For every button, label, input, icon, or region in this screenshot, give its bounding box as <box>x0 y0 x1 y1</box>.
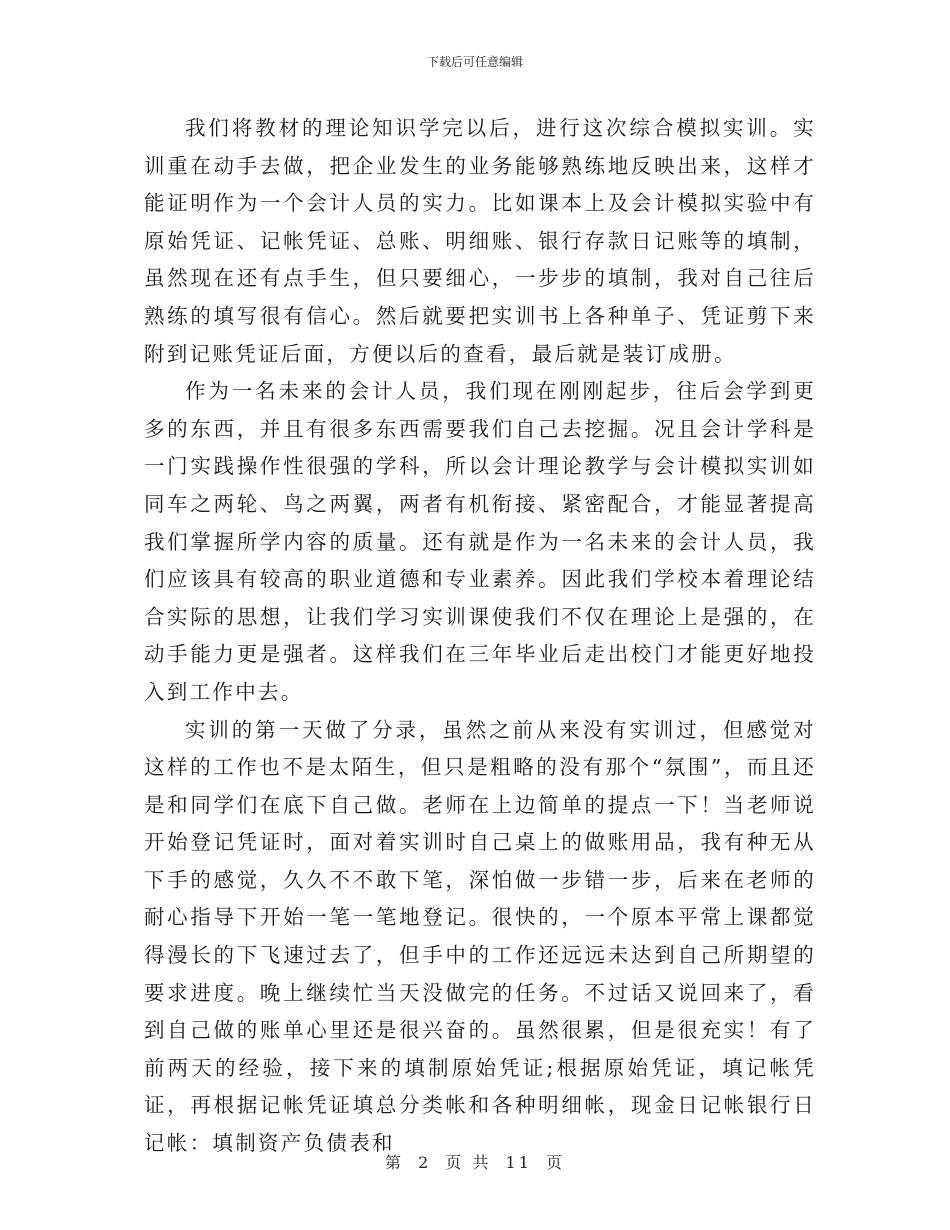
page-footer <box>0 1152 950 1174</box>
page-header: 下载后可任意编辑 <box>426 55 523 69</box>
paragraph-3: 实训的第一天做了分录，虽然之前从来没有实训过，但感觉对这样的工作也不是太陌生，但只是粗略的没有那个“氛围”，而且还是和同学们在底下自己做。老师在上边简单的提点一下！当老师说开始登记凭证时，面对着实训时自己桌上的做账用品，我有种无从下手的感觉，久久不不敢下笔，深怕做一步错一步，后来在老师的耐心指导下开始一笔一笔地登记。很快的，一个原本平常上课都觉得漫长的下飞速过去了，但手中的工作还远远未达到自己所期望的要求进度。晚上继续忙当天没做完的任务。不过话又说回来了，看到自己做的账单心里还是很兴奋的。虽然很累，但是很充实！有了前两天的经验，接下来的填制原始凭证;根据原始凭证，填记帐凭证，再根据记帐凭证填总分类帐和各种明细帐，现金日记帐银行日记帐：填制资产负债表和 <box>144 717 816 1156</box>
footer-current-page: 2 <box>418 1153 432 1172</box>
paragraph-1: 我们将教材的理论知识学完以后，进行这次综合模拟实训。实训重在动手去做，把企业发生的业务能够熟练地反映出来，这样才能证明作为一个会计人员的实力。比如课本上及会计模拟实验中有原始凭证、记帐凭证、总账、明细账、银行存款日记账等的填制，虽然现在还有点手生，但只要细心，一步步的填制，我对自己往后熟练的填写很有信心。然后就要把实训书上各种单子、凭证剪下来附到记账凭证后面，方便以后的查看，最后就是装订成册。 <box>144 116 816 366</box>
footer-total-pages: 11 <box>505 1153 532 1172</box>
paragraph-2: 作为一名未来的会计人员，我们现在刚刚起步，往后会学到更多的东西，并且有很多东西需要我们自己去挖掘。况且会计学科是一门实践操作性很强的学科，所以会计理论教学与会计模拟实训如同车之两轮、鸟之两翼，两者有机衔接、紧密配合，才能显著提高我们掌握所学内容的质量。还有就是作为一名未来的会计人员，我们应该具有较高的职业道德和专业素养。因此我们学校本着理论结合实际的思想，让我们学习实训课使我们不仅在理论上是强的，在动手能力更是强者。这样我们在三年毕业后走出校门才能更好地投入到工作中去。 <box>144 379 816 704</box>
footer-suffix: 页 <box>546 1153 566 1172</box>
document-body <box>144 110 816 1163</box>
footer-middle: 页 共 <box>445 1153 492 1172</box>
footer-prefix: 第 <box>384 1153 404 1172</box>
